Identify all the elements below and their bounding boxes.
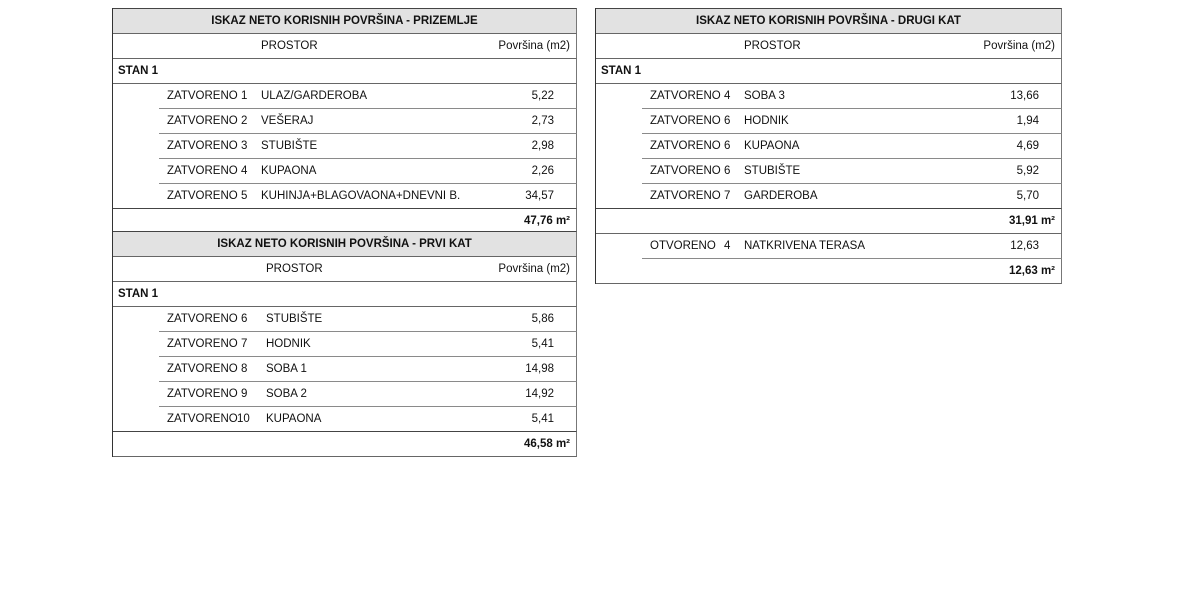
row-number: 5 — [241, 190, 248, 202]
row-number: 7 — [724, 190, 731, 202]
table-drugi-kat — [595, 8, 1062, 284]
row-area: 5,92 — [1016, 165, 1039, 177]
column-header-povrsina: Površina (m2) — [983, 40, 1055, 52]
row-area: 14,98 — [525, 363, 554, 375]
row-name: STUBIŠTE — [266, 313, 323, 325]
table-row — [159, 109, 577, 134]
stan-label: STAN 1 — [113, 59, 577, 84]
row-name: STUBIŠTE — [744, 165, 801, 177]
row-area: 4,69 — [1016, 140, 1039, 152]
row-number: 4 — [724, 240, 731, 252]
row-number: 6 — [724, 165, 731, 177]
row-name: KUPAONA — [266, 413, 322, 425]
row-name: KUHINJA+BLAGOVAONA+DNEVNI B. — [261, 190, 461, 202]
row-type: ZATVORENO — [650, 165, 721, 177]
row-area: 1,94 — [1016, 115, 1039, 127]
table-title: ISKAZ NETO KORISNIH POVRŠINA - DRUGI KAT — [596, 8, 1062, 34]
row-number: 6 — [724, 115, 731, 127]
row-name: VEŠERAJ — [261, 115, 314, 127]
column-header-row — [113, 257, 577, 282]
rows — [596, 84, 1062, 208]
table-row-open — [642, 234, 1062, 259]
column-header-prostor: PROSTOR — [266, 263, 323, 275]
table-prvi-kat — [112, 231, 577, 457]
row-area: 5,86 — [531, 313, 554, 325]
row-type: ZATVORENO — [167, 313, 238, 325]
row-type: ZATVORENO — [167, 140, 238, 152]
row-number: 1 — [241, 90, 248, 102]
row-name: GARDEROBA — [744, 190, 818, 202]
table-title: ISKAZ NETO KORISNIH POVRŠINA - PRVI KAT — [113, 231, 577, 257]
open-total-area: 12,63 m² — [596, 259, 1062, 284]
row-number: 4 — [241, 165, 248, 177]
row-type: ZATVORENO — [167, 165, 238, 177]
table-prizemlje — [112, 8, 577, 234]
stan-label: STAN 1 — [113, 282, 577, 307]
column-header-row — [596, 34, 1062, 59]
row-area: 34,57 — [525, 190, 554, 202]
column-header-povrsina: Površina (m2) — [498, 263, 570, 275]
row-type: OTVORENO — [650, 240, 716, 252]
row-area: 2,98 — [531, 140, 554, 152]
row-type: ZATVORENO — [650, 115, 721, 127]
column-header-prostor: PROSTOR — [744, 40, 801, 52]
table-row — [159, 332, 577, 357]
table-title: ISKAZ NETO KORISNIH POVRŠINA - PRIZEMLJE — [113, 8, 577, 34]
row-number: 2 — [241, 115, 248, 127]
table-row — [159, 307, 577, 332]
table-row — [642, 134, 1062, 159]
row-area: 14,92 — [525, 388, 554, 400]
table-row — [642, 159, 1062, 184]
row-name: NATKRIVENA TERASA — [744, 240, 865, 252]
row-number: 3 — [241, 140, 248, 152]
table-row — [642, 84, 1062, 109]
table-row — [159, 134, 577, 159]
row-number: 8 — [241, 363, 248, 375]
table-row — [159, 159, 577, 184]
row-name: ULAZ/GARDEROBA — [261, 90, 368, 102]
row-type: ZATVORENO — [167, 115, 238, 127]
table-row — [159, 357, 577, 382]
row-number: 6 — [724, 140, 731, 152]
total-area: 46,58 m² — [113, 431, 577, 457]
row-type: ZATVORENO — [650, 190, 721, 202]
row-name: SOBA 1 — [266, 363, 307, 375]
table-row — [159, 382, 577, 407]
row-name: SOBA 2 — [266, 388, 307, 400]
stan-label: STAN 1 — [596, 59, 1062, 84]
row-number: 6 — [241, 313, 248, 325]
row-area: 5,70 — [1016, 190, 1039, 202]
row-name: HODNIK — [266, 338, 311, 350]
column-header-povrsina: Površina (m2) — [498, 40, 570, 52]
row-number: 10 — [237, 413, 250, 425]
total-area: 31,91 m² — [596, 208, 1062, 234]
rows — [113, 307, 577, 431]
table-row — [642, 184, 1062, 208]
row-type: ZATVORENO — [650, 90, 721, 102]
table-row — [642, 109, 1062, 134]
row-type: ZATVORENO — [167, 388, 238, 400]
row-type: ZATVORENO — [167, 413, 238, 425]
row-area: 2,26 — [531, 165, 554, 177]
table-row — [159, 407, 577, 431]
row-area: 12,63 — [1010, 240, 1039, 252]
table-row — [159, 184, 577, 208]
total-area: 47,76 m² — [113, 208, 577, 234]
column-header-row — [113, 34, 577, 59]
row-type: ZATVORENO — [167, 363, 238, 375]
row-name: HODNIK — [744, 115, 789, 127]
row-number: 7 — [241, 338, 248, 350]
row-type: ZATVORENO — [650, 140, 721, 152]
row-name: STUBIŠTE — [261, 140, 318, 152]
row-number: 4 — [724, 90, 731, 102]
row-area: 5,41 — [531, 338, 554, 350]
row-area: 2,73 — [531, 115, 554, 127]
column-header-prostor: PROSTOR — [261, 40, 318, 52]
row-area: 5,41 — [531, 413, 554, 425]
table-row — [159, 84, 577, 109]
row-type: ZATVORENO — [167, 190, 238, 202]
row-name: KUPAONA — [261, 165, 317, 177]
row-area: 5,22 — [531, 90, 554, 102]
row-name: SOBA 3 — [744, 90, 785, 102]
row-type: ZATVORENO — [167, 90, 238, 102]
row-number: 9 — [241, 388, 248, 400]
row-type: ZATVORENO — [167, 338, 238, 350]
rows — [113, 84, 577, 208]
row-area: 13,66 — [1010, 90, 1039, 102]
row-name: KUPAONA — [744, 140, 800, 152]
